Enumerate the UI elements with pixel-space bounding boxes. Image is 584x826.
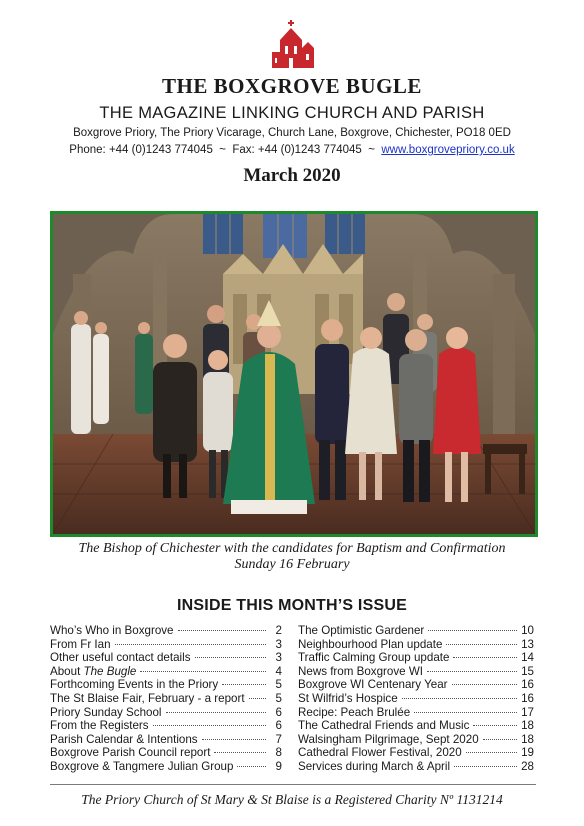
dot-leader: [202, 739, 266, 740]
contents-entry-page: 5: [275, 678, 282, 692]
contents-entry-title: Boxgrove WI Centenary Year: [298, 678, 448, 692]
contents-entry-page: 16: [521, 678, 534, 692]
issue-date: March 2020: [243, 165, 341, 186]
contents-entry-page: 16: [521, 691, 534, 705]
contents-entry[interactable]: [298, 760, 534, 774]
contents-entry-title: Cathedral Flower Festival, 2020: [298, 746, 462, 760]
dot-leader: [452, 684, 518, 685]
contents-entry-page: 15: [521, 664, 534, 678]
dot-leader: [453, 657, 517, 658]
contact-line: [0, 144, 584, 156]
dot-leader: [473, 725, 517, 726]
contents-entry-page: 14: [521, 651, 534, 665]
contents-entry-title: Forthcoming Events in the Priory: [50, 678, 219, 692]
contents-entry-title: Other useful contact details: [50, 651, 191, 665]
contents-entry-title: Services during March & April: [298, 759, 451, 773]
contents-entry[interactable]: [50, 719, 282, 733]
contents-entry[interactable]: [50, 678, 282, 692]
contents-entry[interactable]: [298, 678, 534, 692]
contents-list-left: [50, 624, 282, 774]
magazine-subtitle: THE MAGAZINE LINKING CHURCH AND PARISH: [99, 104, 485, 122]
church-tower-logo-icon: [270, 18, 316, 70]
caption-line-2: Sunday 16 February: [234, 557, 350, 572]
contents-list-right: [298, 624, 534, 774]
contents-entry-title: The Cathedral Friends and Music: [298, 719, 470, 733]
contents-entry[interactable]: [50, 665, 282, 679]
contents-entry[interactable]: [298, 665, 534, 679]
contents-entry[interactable]: [298, 638, 534, 652]
contents-entry[interactable]: [50, 692, 282, 706]
contents-entry-title: Boxgrove & Tangmere Julian Group: [50, 759, 234, 773]
contents-entry-title: Neighbourhood Plan update: [298, 637, 443, 651]
contents-entry-page: 8: [275, 746, 282, 760]
dot-leader: [178, 630, 266, 631]
photo-caption: [0, 541, 584, 573]
contents-entry-page: 5: [275, 691, 282, 705]
cover-photo-illustration: [53, 214, 535, 534]
dot-leader: [446, 644, 517, 645]
dot-leader: [454, 766, 517, 767]
dot-leader: [427, 671, 517, 672]
contents-entry-title: Walsingham Pilgrimage, Sept 2020: [298, 732, 479, 746]
dot-leader: [483, 739, 517, 740]
contents-entry[interactable]: [50, 638, 282, 652]
dot-leader: [237, 766, 266, 767]
contents-entry-page: 10: [521, 624, 534, 637]
contents-heading: INSIDE THIS MONTH’S ISSUE: [177, 597, 407, 614]
dot-leader: [402, 698, 517, 699]
contents-entry[interactable]: [50, 706, 282, 720]
contents-entry-page: 4: [275, 664, 282, 678]
dot-leader: [249, 698, 266, 699]
contents-entry-title: Traffic Calming Group update: [298, 651, 450, 665]
contents-entry[interactable]: [298, 746, 534, 760]
contents-entry[interactable]: [50, 746, 282, 760]
contents-entry[interactable]: [50, 624, 282, 638]
contents-entry-title: From Fr Ian: [50, 637, 111, 651]
contents-entry-title: The Optimistic Gardener: [298, 624, 425, 637]
contents-entry[interactable]: [298, 719, 534, 733]
magazine-title: THE BOXGROVE BUGLE: [162, 74, 422, 98]
contents-entry[interactable]: [50, 733, 282, 747]
contents-entry-page: 2: [275, 624, 282, 637]
contents-entry-page: 17: [521, 705, 534, 719]
dot-leader: [414, 712, 517, 713]
contents-entry[interactable]: [50, 760, 282, 774]
dot-leader: [153, 725, 266, 726]
contents-entry-title: Boxgrove Parish Council report: [50, 746, 211, 760]
contents-entry-title: Recipe: Peach Brulée: [298, 705, 411, 719]
contents-entry-title: Priory Sunday School: [50, 705, 162, 719]
contents-entry-page: 3: [275, 651, 282, 665]
dot-leader: [140, 671, 266, 672]
contents-entry-title: The St Blaise Fair, February - a report: [50, 691, 245, 705]
dot-leader: [214, 752, 266, 753]
contents-entry-page: 9: [275, 759, 282, 773]
contents-entry-title: Parish Calendar & Intentions: [50, 732, 198, 746]
cover-photo: [50, 211, 538, 537]
contents-entry-page: 18: [521, 719, 534, 733]
dot-leader: [166, 712, 267, 713]
contents-entry-title: News from Boxgrove WI: [298, 664, 423, 678]
contents-entry-page: 18: [521, 732, 534, 746]
contents-entry-page: 28: [521, 759, 534, 773]
contents-entry[interactable]: [298, 692, 534, 706]
caption-line-1: The Bishop of Chichester with the candidates for Baptism and Confirmation: [78, 541, 506, 556]
contents-entry-title: Who’s Who in Boxgrove: [50, 624, 174, 637]
contents-entry[interactable]: [298, 651, 534, 665]
contents-entry-page: 13: [521, 637, 534, 651]
dot-leader: [195, 657, 267, 658]
contents-entry[interactable]: [50, 651, 282, 665]
contents-entry-title: From the Registers: [50, 719, 149, 733]
contents-entry-title: St Wilfrid’s Hospice: [298, 691, 398, 705]
dot-leader: [222, 684, 266, 685]
contents-entry-title: About The Bugle: [50, 664, 137, 678]
phone-fax-text: Phone: +44 (0)1243 774045 ~ Fax: +44 (0)1243 774045 ~: [69, 144, 382, 156]
address-line: Boxgrove Priory, The Priory Vicarage, Church Lane, Boxgrove, Chichester, PO18 0ED: [73, 127, 511, 139]
contents-entry-page: 19: [521, 746, 534, 760]
contents-entry-page: 6: [275, 719, 282, 733]
website-link[interactable]: www.boxgrovepriory.co.uk: [381, 144, 515, 156]
contents-entry[interactable]: [298, 624, 534, 638]
charity-notice: The Priory Church of St Mary & St Blaise is a Registered Charity Nº 1131214: [81, 792, 503, 807]
dot-leader: [115, 644, 266, 645]
footer-divider: [50, 784, 536, 785]
contents-entry[interactable]: [298, 706, 534, 720]
contents-entry-page: 7: [275, 732, 282, 746]
contents-entry-page: 6: [275, 705, 282, 719]
dot-leader: [428, 630, 517, 631]
contents-entry[interactable]: [298, 733, 534, 747]
dot-leader: [466, 752, 517, 753]
contents-entry-page: 3: [275, 637, 282, 651]
